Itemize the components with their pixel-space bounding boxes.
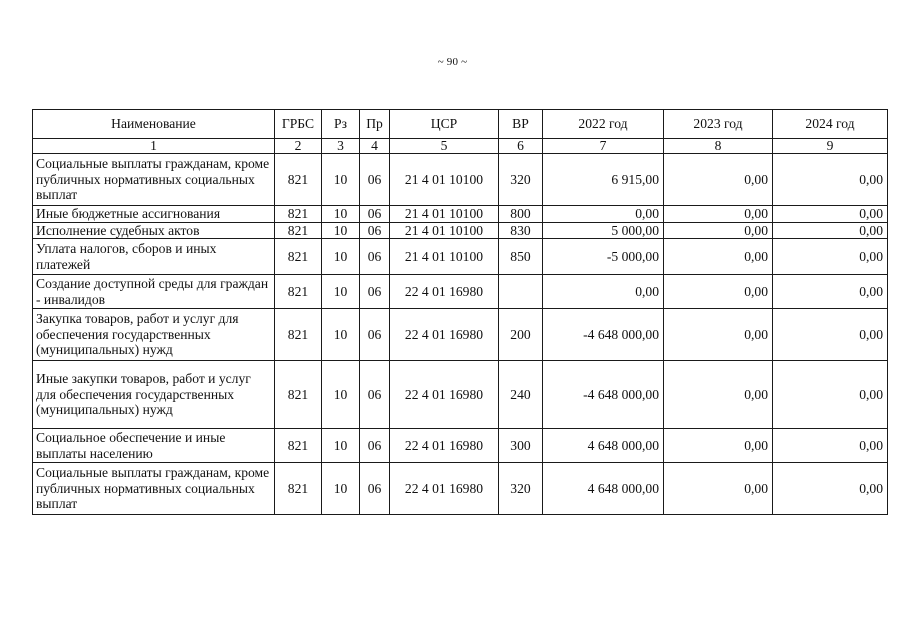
vr-cell: 850: [499, 239, 543, 275]
grbs-cell: 821: [275, 309, 322, 361]
header-cell: Пр: [360, 110, 390, 139]
table-row: [33, 463, 888, 515]
csr-cell: 21 4 01 10100: [390, 239, 499, 275]
vr-cell: 200: [499, 309, 543, 361]
table-row: [33, 239, 888, 275]
rz-cell: 10: [322, 206, 360, 223]
csr-cell: 22 4 01 16980: [390, 361, 499, 429]
header-cell: Рз: [322, 110, 360, 139]
vr-cell: [499, 275, 543, 309]
amount-2024-cell: 0,00: [773, 463, 888, 515]
rz-cell: 10: [322, 309, 360, 361]
budget-table: [32, 109, 888, 515]
amount-2022-cell: 6 915,00: [543, 154, 664, 206]
vr-cell: 240: [499, 361, 543, 429]
amount-2023-cell: 0,00: [664, 206, 773, 223]
column-number: 8: [664, 139, 773, 154]
amount-2024-cell: 0,00: [773, 309, 888, 361]
table-row: [33, 309, 888, 361]
csr-cell: 22 4 01 16980: [390, 429, 499, 463]
csr-cell: 22 4 01 16980: [390, 275, 499, 309]
vr-cell: 320: [499, 154, 543, 206]
column-number: 9: [773, 139, 888, 154]
column-number: 4: [360, 139, 390, 154]
name-cell: Социальные выплаты гражданам, кроме публичных нормативных социальных выплат: [33, 463, 275, 515]
pr-cell: 06: [360, 154, 390, 206]
table-row: [33, 275, 888, 309]
amount-2024-cell: 0,00: [773, 239, 888, 275]
amount-2023-cell: 0,00: [664, 429, 773, 463]
amount-2022-cell: 4 648 000,00: [543, 429, 664, 463]
pr-cell: 06: [360, 463, 390, 515]
pr-cell: 06: [360, 429, 390, 463]
vr-cell: 320: [499, 463, 543, 515]
column-number: 3: [322, 139, 360, 154]
column-number: 5: [390, 139, 499, 154]
table-row: [33, 361, 888, 429]
rz-cell: 10: [322, 361, 360, 429]
amount-2022-cell: -5 000,00: [543, 239, 664, 275]
header-cell: 2022 год: [543, 110, 664, 139]
amount-2022-cell: -4 648 000,00: [543, 361, 664, 429]
amount-2023-cell: 0,00: [664, 463, 773, 515]
pr-cell: 06: [360, 361, 390, 429]
grbs-cell: 821: [275, 429, 322, 463]
pr-cell: 06: [360, 222, 390, 239]
name-cell: Закупка товаров, работ и услуг для обеспечения государственных (муниципальных) нужд: [33, 309, 275, 361]
table-row: [33, 429, 888, 463]
grbs-cell: 821: [275, 361, 322, 429]
header-cell: ЦСР: [390, 110, 499, 139]
name-cell: Уплата налогов, сборов и иных платежей: [33, 239, 275, 275]
header-cell: ГРБС: [275, 110, 322, 139]
csr-cell: 21 4 01 10100: [390, 222, 499, 239]
csr-cell: 21 4 01 10100: [390, 206, 499, 223]
table-row: [33, 222, 888, 239]
amount-2023-cell: 0,00: [664, 239, 773, 275]
rz-cell: 10: [322, 154, 360, 206]
rz-cell: 10: [322, 429, 360, 463]
pr-cell: 06: [360, 309, 390, 361]
header-row: [33, 110, 888, 139]
column-number: 7: [543, 139, 664, 154]
amount-2024-cell: 0,00: [773, 429, 888, 463]
header-cell: ВР: [499, 110, 543, 139]
csr-cell: 22 4 01 16980: [390, 309, 499, 361]
amount-2024-cell: 0,00: [773, 275, 888, 309]
amount-2023-cell: 0,00: [664, 275, 773, 309]
amount-2023-cell: 0,00: [664, 154, 773, 206]
header-cell: Наименование: [33, 110, 275, 139]
amount-2023-cell: 0,00: [664, 309, 773, 361]
pr-cell: 06: [360, 206, 390, 223]
csr-cell: 21 4 01 10100: [390, 154, 499, 206]
grbs-cell: 821: [275, 222, 322, 239]
amount-2023-cell: 0,00: [664, 222, 773, 239]
name-cell: Создание доступной среды для граждан - инвалидов: [33, 275, 275, 309]
rz-cell: 10: [322, 239, 360, 275]
name-cell: Социальные выплаты гражданам, кроме публичных нормативных социальных выплат: [33, 154, 275, 206]
column-number: 1: [33, 139, 275, 154]
grbs-cell: 821: [275, 206, 322, 223]
amount-2022-cell: 5 000,00: [543, 222, 664, 239]
rz-cell: 10: [322, 222, 360, 239]
grbs-cell: 821: [275, 239, 322, 275]
rz-cell: 10: [322, 463, 360, 515]
name-cell: Иные закупки товаров, работ и услуг для обеспечения государственных (муниципальных) нужд: [33, 361, 275, 429]
amount-2023-cell: 0,00: [664, 361, 773, 429]
column-number-row: [33, 139, 888, 154]
amount-2022-cell: -4 648 000,00: [543, 309, 664, 361]
rz-cell: 10: [322, 275, 360, 309]
amount-2022-cell: 0,00: [543, 275, 664, 309]
column-number: 2: [275, 139, 322, 154]
csr-cell: 22 4 01 16980: [390, 463, 499, 515]
vr-cell: 830: [499, 222, 543, 239]
grbs-cell: 821: [275, 463, 322, 515]
amount-2024-cell: 0,00: [773, 361, 888, 429]
amount-2022-cell: 4 648 000,00: [543, 463, 664, 515]
header-cell: 2024 год: [773, 110, 888, 139]
vr-cell: 800: [499, 206, 543, 223]
page-number: ~ 90 ~: [437, 56, 468, 68]
table-row: [33, 206, 888, 223]
name-cell: Иные бюджетные ассигнования: [33, 206, 275, 223]
column-number: 6: [499, 139, 543, 154]
vr-cell: 300: [499, 429, 543, 463]
amount-2024-cell: 0,00: [773, 222, 888, 239]
amount-2024-cell: 0,00: [773, 206, 888, 223]
table-row: [33, 154, 888, 206]
grbs-cell: 821: [275, 154, 322, 206]
name-cell: Исполнение судебных актов: [33, 222, 275, 239]
name-cell: Социальное обеспечение и иные выплаты населению: [33, 429, 275, 463]
amount-2024-cell: 0,00: [773, 154, 888, 206]
pr-cell: 06: [360, 239, 390, 275]
pr-cell: 06: [360, 275, 390, 309]
grbs-cell: 821: [275, 275, 322, 309]
amount-2022-cell: 0,00: [543, 206, 664, 223]
header-cell: 2023 год: [664, 110, 773, 139]
